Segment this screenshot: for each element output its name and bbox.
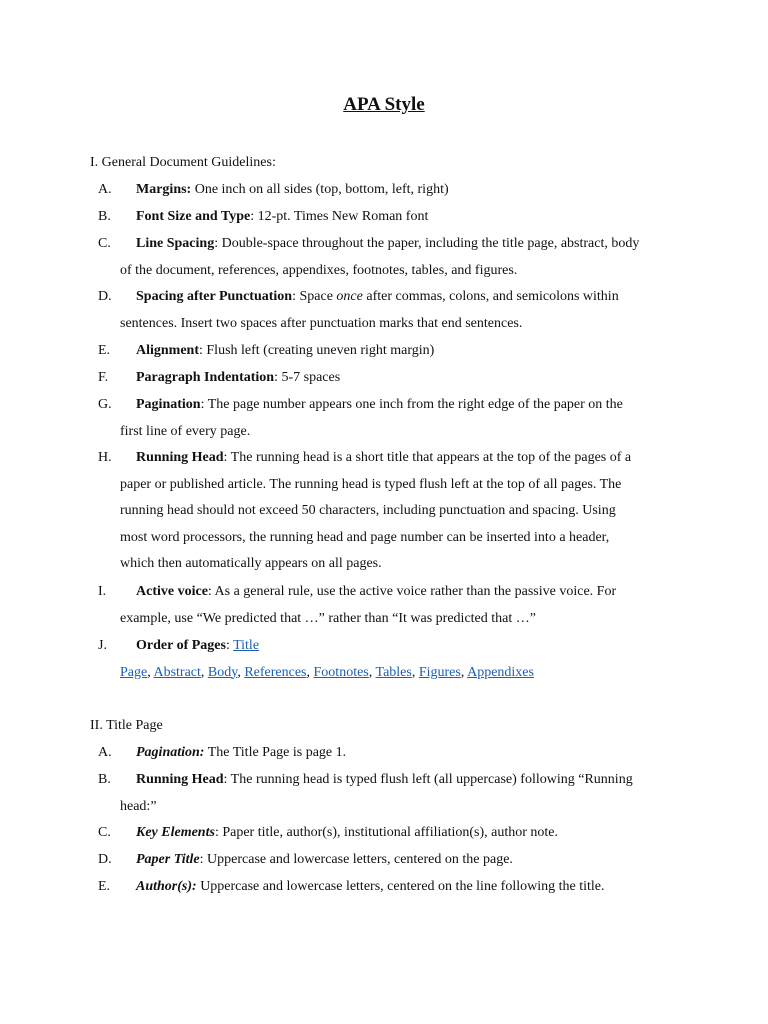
item-text-continued: paper or published article. The running head is typed flush left at the top of all pages. The [120,476,622,492]
link-appendixes[interactable]: Appendixes [467,664,534,680]
item-text: Uppercase and lowercase letters, centered on the line following the title. [196,879,605,894]
item-letter: B. [98,772,111,787]
link-figures[interactable]: Figures [418,664,461,680]
page-title: APA Style [343,94,425,115]
item-label: Line Spacing [136,236,215,251]
item-text: : The running head is a short title that appears at the top of the pages of a [223,450,632,465]
item-letter: E. [98,879,111,894]
item-label: Pagination [136,397,201,412]
item-letter: E. [98,343,111,358]
item-label: Font Size and Type [136,209,251,224]
item-label: Running Head [136,450,224,465]
item-text-continued: sentences. Insert two spaces after punctuation marks that end sentences. [120,315,523,331]
item-letter: A. [98,745,112,760]
link-title[interactable]: Title [233,638,260,653]
item-emphasis: once [336,289,363,304]
item-letter: C. [98,236,111,251]
item-text-continued: running head should not exceed 50 characters, including punctuation and spacing. Using [120,503,616,519]
item-text: : Space [292,289,337,304]
item-letter: D. [98,852,112,867]
document-page: APA Style I. General Document Guidelines: A. Margins: One inch on all sides (top, bottom, left, right) B. Font Size and Type: 12-pt. Times New Roman font C. Line Spacing: Double-space throughout the paper, including the title page, abstract, body of the document, references, appendixes, footnotes, tables, and figures. D. Spacing after Punctuation: Space once after commas, colons, and semicolons within sentences. Insert two spaces after punctuation marks that end sentences. E. Alignment: Flush left (creating uneven right margin) F. Paragraph Indentation: 5-7 spaces G. Pagination: The page number appears one inch from the right edge of the paper on the first line of every page. H. Running Head: The running head is a short title that appears at the top of the pages of a paper or published article. The running head is typed flush left at the top of all pages. The running head should not exceed 50 characters, including punctuation and spacing. Using most word processors, the running head and page number can be inserted into a header, which then automatically appears on all pages. I. Active voice: As a general rule, use the active voice rather than the passive voice. For example, use “We predicted that …” rather than “It was predicted that …” J. Order of Pages: Title Page, Abstract, Body, References, Footnotes, Tables, Figures, Appendixes II. Title Page A. Pagination: The Title Page is page 1. B. Running Head: The running head is typed flush left (all uppercase) following “Running head:” C. Key Elements: Paper title, author(s), institutional affiliation(s), author note. D. Paper Title: Uppercase and lowercase letters, centered on the page. E. Author(s): Uppercase and lowercase letters, centered on the line following the title. [0,0,768,1024]
item-letter: H. [98,450,112,465]
link-tables[interactable]: Tables [375,664,412,680]
item-text: : Uppercase and lowercase letters, centered on the page. [199,852,513,867]
item-text-continued: which then automatically appears on all pages. [120,556,382,572]
item-label: Running Head [136,772,224,787]
item-letter: G. [98,397,112,412]
item-letter: F. [98,370,109,385]
item-label: Author(s): [136,879,197,894]
item-text-continued: example, use “We predicted that …” rather than “It was predicted that …” [120,610,536,626]
item-text: : Paper title, author(s), institutional affiliation(s), author note. [214,825,558,840]
item-label: Active voice [136,584,208,599]
item-text: : As a general rule, use the active voice rather than the passive voice. For [207,584,617,599]
item-label: Key Elements [136,825,215,840]
item-label: Paragraph Indentation [136,370,275,385]
section-heading: I. General Document Guidelines: [90,155,276,170]
item-text: : Flush left (creating uneven right margin) [199,343,435,358]
item-text-continued: most word processors, the running head and page number can be inserted into a header, [120,529,610,545]
link-page[interactable]: Page [120,664,148,680]
link-references[interactable]: References [244,664,307,680]
item-label: Paper Title [136,852,200,867]
item-letter: B. [98,209,111,224]
item-label: Alignment [136,343,199,358]
link-body[interactable]: Body [207,664,238,680]
item-label: Spacing after Punctuation [136,289,293,304]
item-text: : 5-7 spaces [274,370,341,385]
item-text: The Title Page is page 1. [204,745,347,760]
item-letter: C. [98,825,111,840]
item-label: Pagination: [136,745,205,760]
item-letter: I. [98,584,107,599]
item-label: Margins: [136,182,192,197]
item-text-continued: first line of every page. [120,423,251,439]
item-text: : Double-space throughout the paper, including the title page, abstract, body [214,236,640,251]
item-text: : 12-pt. Times New Roman font [250,209,429,224]
item-letter: A. [98,182,112,197]
item-text: after commas, colons, and semicolons within [362,289,619,304]
item-text: : The page number appears one inch from the right edge of the paper on the [200,397,623,412]
item-label: Order of Pages [136,638,226,653]
item-text-continued: of the document, references, appendixes, footnotes, tables, and figures. [120,262,518,278]
item-text: : [225,638,234,653]
item-text: : The running head is typed flush left (all uppercase) following “Running [223,772,633,787]
item-text: One inch on all sides (top, bottom, left, right) [191,182,449,197]
item-text-continued: head:” [120,798,157,814]
section-heading: II. Title Page [90,718,163,733]
link-abstract[interactable]: Abstract [153,664,201,680]
item-letter: J. [98,638,107,653]
link-footnotes[interactable]: Footnotes [313,664,369,680]
item-letter: D. [98,289,112,304]
